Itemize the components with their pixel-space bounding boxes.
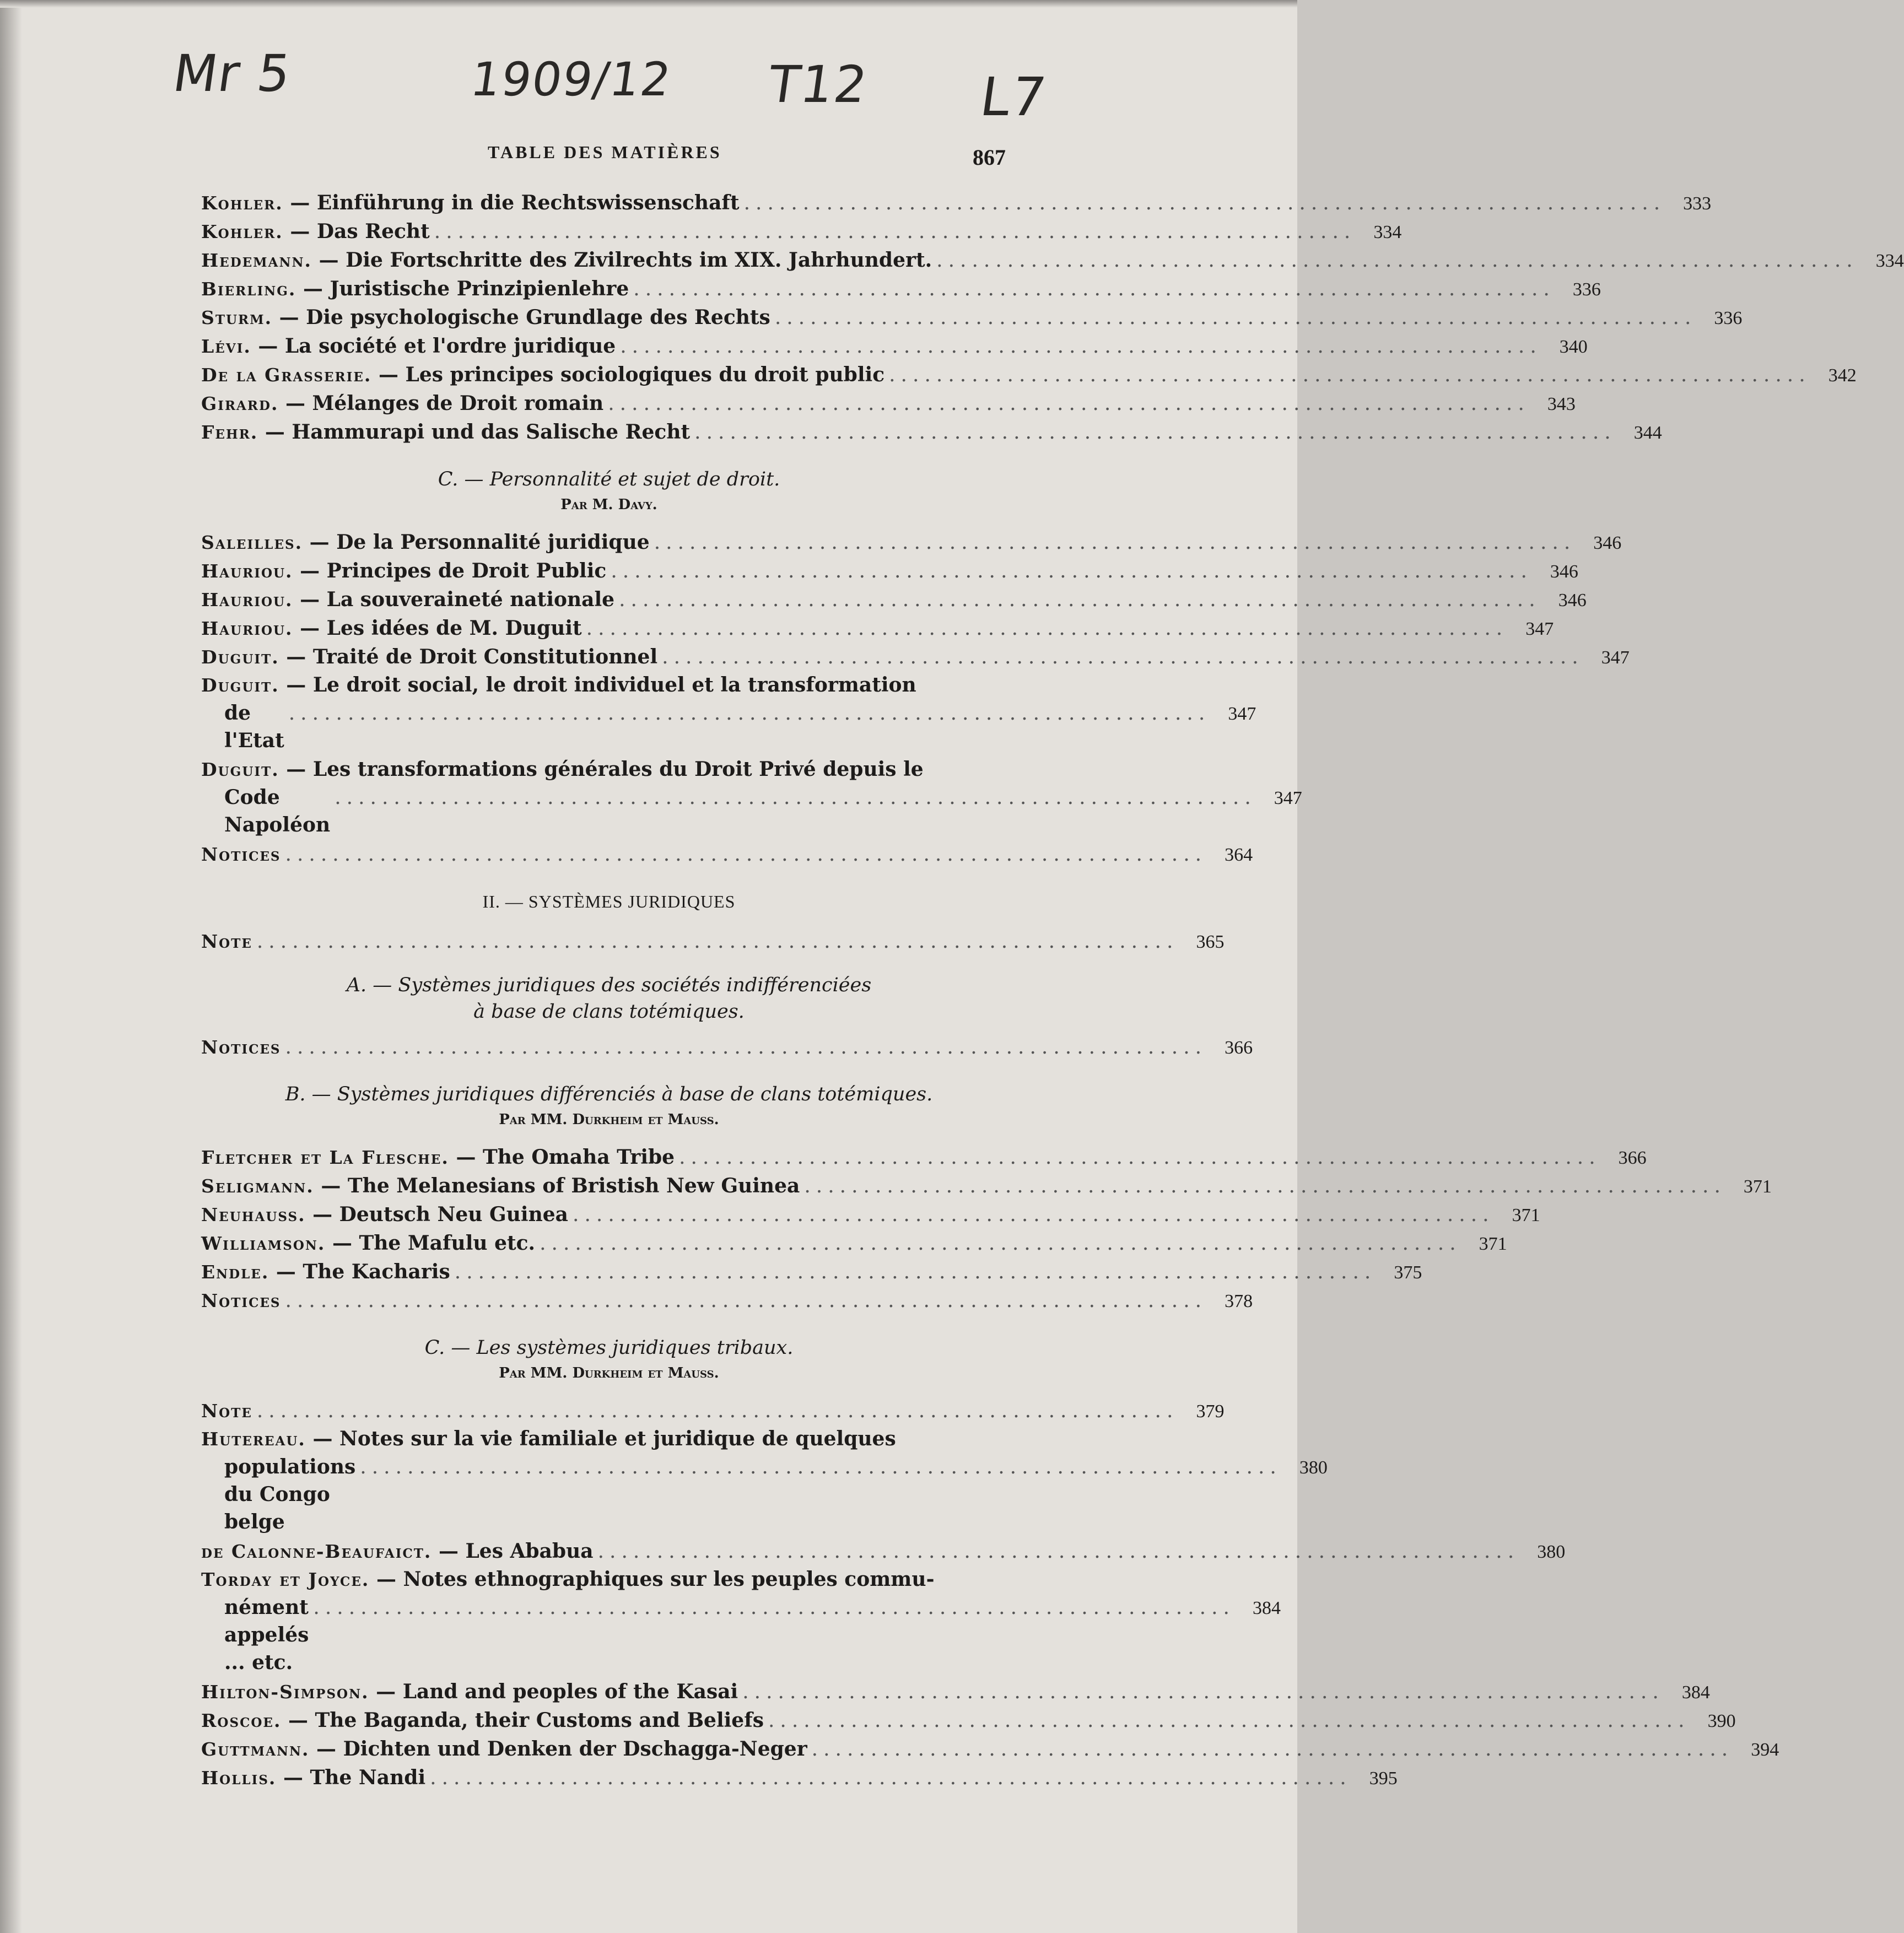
entry-page: 347 [1228,704,1256,724]
section-heading-continued: à base de clans totémiques. [473,1001,745,1023]
toc-entry [201,755,1302,839]
entry-title: — Die psychologische Grundlage des Rechts [279,306,770,329]
entry-author: Torday et Joyce. [201,1569,370,1590]
entry-title-continued: nément appelés ... etc. [224,1596,309,1674]
handwritten-mark: 1909/12 [467,52,675,106]
dot-leader: .............................................................................. [608,392,1530,415]
entry-author: Roscoe. [201,1710,282,1731]
entry-title: — Das Recht [290,220,430,243]
toc-entry [201,1200,1540,1229]
part-heading: II. — SYSTÈMES JURIDIQUES [482,892,736,911]
toc-entry [201,332,1588,360]
section-heading: C. — Les systèmes juridiques tribaux. [424,1337,794,1359]
entry-page: 336 [1572,279,1601,300]
toc-entry [201,1425,1328,1536]
section-heading: A. — Systèmes juridiques des sociétés indifférenciées [346,974,872,996]
toc-entry [201,1565,1281,1676]
entry-page: 346 [1550,561,1578,582]
entry-page: 384 [1253,1598,1281,1618]
dot-leader: .............................................................................. [889,364,1811,386]
entry-title-continued: populations du Congo belge [224,1455,356,1534]
entry-author: Saleilles. [201,532,303,553]
section-byline: Par M. Davy. [560,496,657,513]
toc-entry [201,418,1662,446]
entry-page: 380 [1299,1457,1328,1478]
entry-title: — The Omaha Tribe [456,1146,675,1169]
toc-group [201,188,1904,446]
entry-title: — Deutsch Neu Guinea [312,1203,569,1226]
entry-page: 346 [1593,533,1622,553]
entry-page: 365 [1196,932,1225,952]
toc-entry [201,1735,1779,1763]
toc-entry [201,642,1630,671]
entry-author: Notices [201,1036,281,1058]
dot-leader: .............................................................................. [597,1540,1520,1563]
entry-author: Notices [201,1290,281,1311]
entry-author: Kohler. [201,192,283,214]
entry-author: Note [201,1400,252,1422]
toc-entry [201,1396,1225,1425]
toc-entry [201,528,1622,557]
entry-title: — The Nandi [283,1766,426,1789]
dot-leader: .............................................................................. [633,278,1555,300]
dot-leader: .............................................................................. [936,249,1858,272]
toc-entry [201,1763,1398,1792]
entry-author: Notices [201,844,281,865]
entry-author: Duguit. [201,759,279,780]
dot-leader: .............................................................................. [454,1261,1377,1283]
entry-title: — La société et l'ordre juridique [258,334,616,358]
dot-leader: .............................................................................. [434,220,1356,243]
entry-title: — Principes de Droit Public [300,559,607,582]
entry-author: Endle. [201,1261,269,1283]
entry-author: Hauriou. [201,589,293,611]
entry-page: 347 [1601,647,1630,668]
entry-page: 347 [1274,788,1302,808]
entry-page: 390 [1707,1711,1736,1731]
dot-leader: .............................................................................. [586,617,1508,640]
entry-page: 334 [1373,222,1402,242]
page-number: 867 [973,145,1006,170]
toc-group [201,1396,1779,1792]
entry-author: Hedemann. [201,250,312,271]
toc-entry [201,1537,1566,1565]
entry-page: 344 [1633,423,1662,443]
dot-leader: .............................................................................. [285,843,1207,866]
entry-author: Hollis. [201,1767,277,1789]
entry-title: — Dichten und Denken der Dschagga-Neger [316,1737,807,1761]
entry-page: 340 [1559,337,1588,357]
entry-author: Williamson. [201,1233,326,1254]
running-title: TABLE DES MATIÈRES [488,142,722,162]
dot-leader: .............................................................................. [288,702,1211,725]
entry-title: — Die Fortschritte des Zivilrechts im XIX. Jahrhundert. [319,249,932,272]
toc-entry [201,188,1712,217]
entry-author: Duguit. [201,646,279,668]
entry-page: 342 [1828,365,1857,386]
entry-title: — Land and peoples of the Kasai [376,1680,738,1703]
section-heading: C. — Personnalité et sujet de droit. [438,468,780,490]
dot-leader: .............................................................................. [768,1709,1690,1732]
entry-page: 395 [1369,1768,1398,1789]
dot-leader: .............................................................................. [285,1289,1207,1312]
entry-title: — Traité de Droit Constitutionnel [286,645,658,668]
dot-leader: .............................................................................. [313,1596,1236,1619]
toc-entry [201,1143,1647,1171]
dot-leader: .............................................................................. [611,560,1533,582]
entry-author: Bierling. [201,278,296,300]
entry-page: 334 [1875,251,1904,271]
entry-author: Duguit. [201,674,279,696]
entry-title: — The Baganda, their Customs and Beliefs [288,1709,764,1732]
toc-entry [201,614,1554,642]
dot-leader: .............................................................................. [694,421,1616,444]
toc-entry [201,927,1225,955]
table-of-contents [201,188,1904,1792]
dot-leader: .............................................................................. [335,786,1256,809]
entry-page: 366 [1618,1148,1647,1168]
toc-entry [201,1033,1253,1061]
entry-page: 375 [1394,1262,1422,1283]
entry-title: — De la Personnalité juridique [309,531,650,554]
entry-page: 371 [1512,1205,1540,1225]
dot-leader: .............................................................................. [811,1738,1734,1761]
entry-title: — Le droit social, le droit individuel et la transformation [286,673,916,696]
entry-page: 333 [1683,193,1712,214]
scan-shadow-top [0,0,1297,8]
toc-entry [201,360,1857,389]
entry-title: — Notes ethnographiques sur les peuples commu- [376,1568,935,1591]
entry-author: Fehr. [201,422,258,443]
entry-page: 380 [1537,1542,1566,1562]
entry-title: — Notes sur la vie familiale et juridique de quelques [312,1427,896,1450]
dot-leader: .............................................................................. [573,1203,1495,1226]
toc-entry [201,1229,1507,1257]
toc-entry [201,1286,1253,1315]
handwritten-mark: T12 [764,55,872,114]
dot-leader: .............................................................................. [256,1400,1179,1422]
toc-entry [201,1171,1772,1200]
entry-author: de Calonne-Beaufaict. [201,1541,432,1562]
entry-author: Guttmann. [201,1738,310,1760]
entry-title: — Les Ababua [438,1540,594,1563]
section-byline: Par MM. Durkheim et Mauss. [499,1365,719,1381]
section-byline: Par MM. Durkheim et Mauss. [499,1111,719,1128]
entry-author: De la Grasserie. [201,364,372,386]
toc-group [201,528,1630,868]
dot-leader: .............................................................................. [619,588,1541,611]
toc-entry [201,1677,1710,1706]
entry-author: Hauriou. [201,618,293,639]
dot-leader: .............................................................................. [285,1036,1207,1059]
dot-leader: .............................................................................. [662,646,1584,668]
dot-leader: .............................................................................. [774,306,1697,329]
dot-leader: .............................................................................. [804,1175,1726,1197]
entry-page: 366 [1225,1038,1253,1058]
toc-entry [201,840,1253,868]
dot-leader: .............................................................................. [360,1456,1282,1478]
entry-title: — The Melanesians of Bristish New Guinea [321,1174,800,1197]
toc-entry [201,1257,1422,1286]
entry-title: — Les idées de M. Duguit [300,617,582,640]
entry-page: 364 [1225,845,1253,865]
entry-title: — Les principes sociologiques du droit public [378,363,885,386]
entry-page: 346 [1558,590,1587,611]
entry-author: Hutereau. [201,1428,306,1450]
entry-title: — The Kacharis [276,1260,450,1283]
entry-author: Kohler. [201,221,283,242]
entry-author: Hilton-Simpson. [201,1681,369,1703]
toc-entry [201,217,1402,246]
dot-leader: .............................................................................. [430,1767,1352,1789]
entry-page: 384 [1681,1682,1710,1703]
entry-page: 347 [1525,619,1554,639]
handwritten-mark: L7 [977,66,1051,128]
dot-leader: .............................................................................. [743,192,1666,214]
entry-page: 379 [1196,1401,1225,1422]
toc-entry [201,671,1256,754]
entry-author: Hauriou. [201,560,293,582]
dot-leader: .............................................................................. [540,1232,1461,1255]
dot-leader: .............................................................................. [679,1146,1601,1169]
entry-page: 394 [1751,1740,1779,1760]
entry-title: — The Mafulu etc. [332,1232,536,1255]
dot-leader: .............................................................................. [742,1681,1664,1703]
toc-entry [201,389,1576,418]
entry-page: 371 [1479,1234,1507,1254]
toc-entry [201,274,1601,303]
toc-entry [201,557,1578,585]
entry-author: Fletcher et La Flesche. [201,1147,449,1168]
entry-author: Neuhauss. [201,1204,306,1225]
toc-entry [201,246,1904,274]
entry-title-continued: Code Napoléon [224,786,331,836]
entry-title: — Juristische Prinzipienlehre [303,277,629,300]
toc-entry [201,1706,1736,1735]
entry-author: Girard. [201,393,279,414]
entry-title: — La souveraineté nationale [300,588,615,611]
dot-leader: .............................................................................. [620,335,1542,358]
scan-shadow-left [0,0,22,1933]
entry-author: Sturm. [201,307,273,328]
entry-title: — Mélanges de Droit romain [285,392,604,415]
toc-entry [201,303,1743,332]
entry-title: — Hammurapi und das Salische Recht [265,420,691,444]
entry-page: 343 [1547,394,1576,414]
entry-page: 378 [1225,1291,1253,1311]
section-heading: B. — Systèmes juridiques différenciés à base de clans totémiques. [285,1083,933,1105]
toc-group [201,1143,1772,1315]
entry-title: — Les transformations générales du Droit Privé depuis le [286,758,924,781]
entry-page: 336 [1714,308,1743,328]
handwritten-mark: Mr 5 [169,44,295,103]
toc-entry [201,585,1587,614]
dot-leader: .............................................................................. [256,930,1179,953]
dot-leader: .............................................................................. [654,531,1576,554]
entry-title: — Einführung in die Rechtswissenschaft [290,191,740,214]
entry-page: 371 [1743,1176,1772,1197]
entry-author: Lévi. [201,336,251,357]
entry-title-continued: de l'Etat [224,701,284,752]
entry-author: Note [201,931,252,952]
entry-author: Seligmann. [201,1175,314,1197]
